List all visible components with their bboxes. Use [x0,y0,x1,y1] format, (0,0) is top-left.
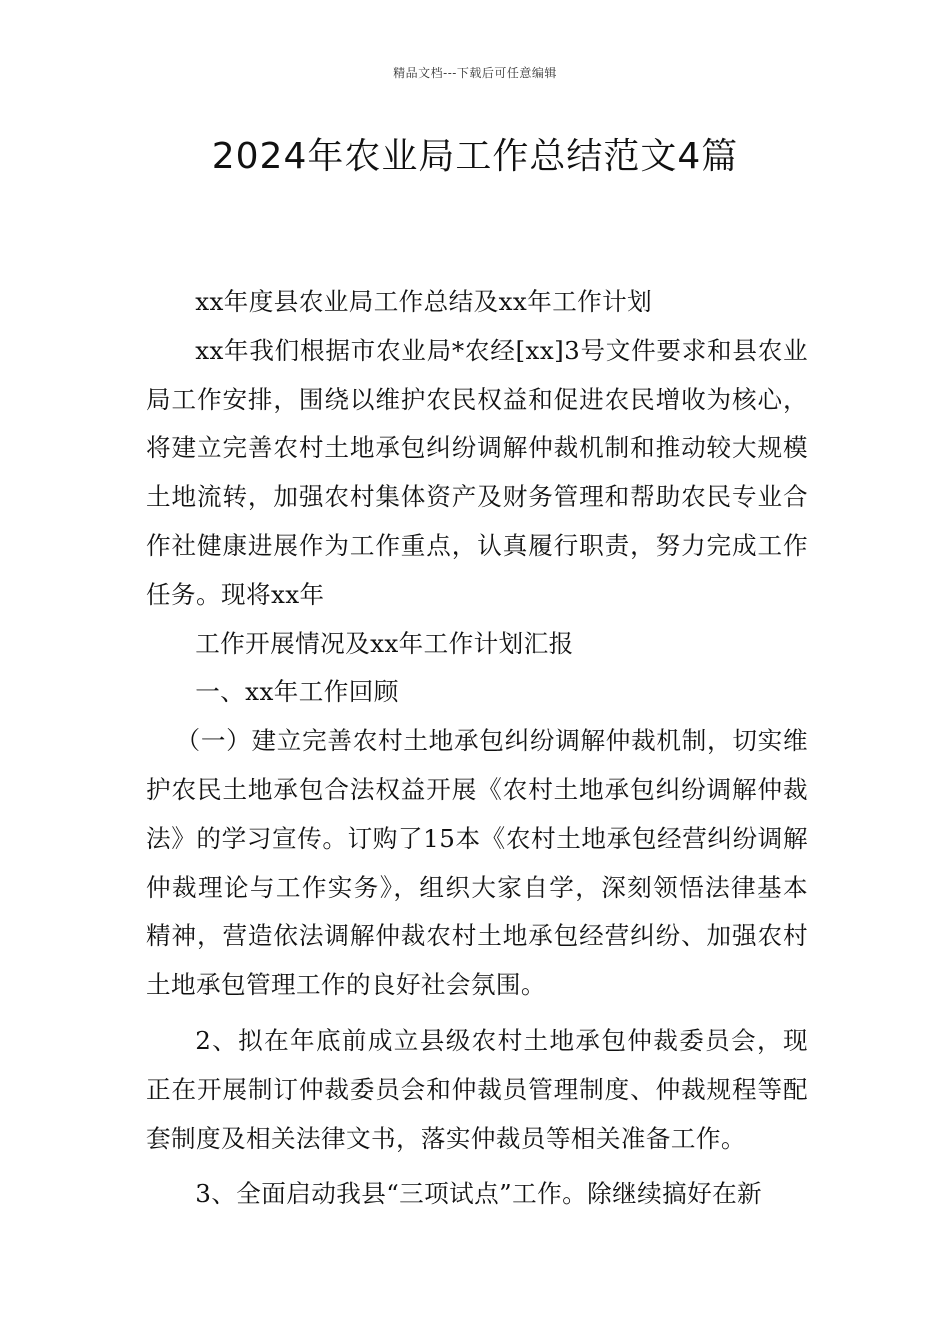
header-note: 精品文档---下载后可任意编辑 [393,66,557,80]
paragraph-section-heading: xx年度县农业局工作总结及xx年工作计划 [195,287,653,316]
document-body [146,278,808,1219]
paragraph-item-3: 3、全面启动我县“三项试点”工作。除继续搞好在新 [195,1179,763,1209]
document-title: 2024年农业局工作总结范文4篇 [211,136,739,177]
paragraph-report-heading: 工作开展情况及xx年工作计划汇报 [195,628,574,658]
paragraph-item-2: 2、拟在年底前成立县级农村土地承包仲裁委员会，现正在开展制订仲裁委员会和仲裁员管理制度、仲裁规程等配套制度及相关法律文书，落实仲裁员等相关准备工作。 [146,1025,808,1153]
paragraph-item-1: （一）建立完善农村土地承包纠纷调解仲裁机制，切实维护农民土地承包合法权益开展《农村土地承包纠纷调解仲裁法》的学习宣传。订购了15本《农村土地承包经营纠纷调解仲裁理论与工作实务》，组织大家自学，深刻领悟法律基本精神，营造依法调解仲裁农村土地承包经营纠纷、加强农村土地承包管理工作的良好社会氛围。 [146,726,808,1000]
paragraph-intro: xx年我们根据市农业局*农经[xx]3号文件要求和县农业局工作安排，围绕以维护农民权益和促进农民增收为核心，将建立完善农村土地承包纠纷调解仲裁机制和推动较大规模土地流转，加强农村集体资产及财务管理和帮助农民专业合作社健康进展作为工作重点，认真履行职责，努力完成工作任务。现将xx年 [146,335,808,609]
paragraph-review-heading: 一、xx年工作回顾 [195,677,399,707]
